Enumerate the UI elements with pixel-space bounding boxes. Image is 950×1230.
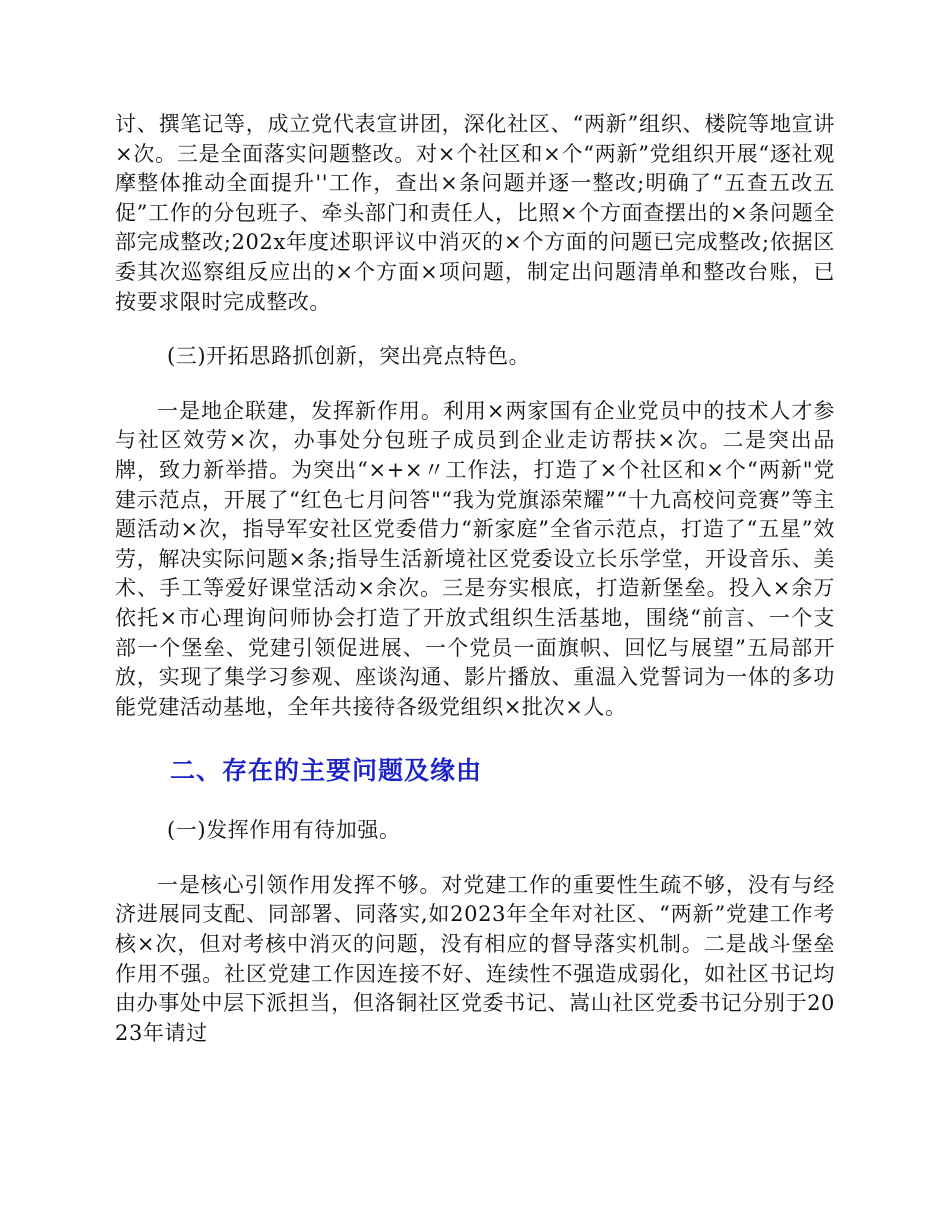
paragraph-innovation-details: 一是地企联建，发挥新作用。利用×两家国有企业党员中的技术人才参与社区效劳×次，办事处分包班子成员到企业走访帮扶×次。二是突出品牌，致力新举措。为突出“×+×〃工作法，打造了×个社区和×个“两新"党建示范点，开展了“红色七月问答"“我为党旗添荣耀”“十九高校问竞赛”等主题活动×次，指导军安社区党委借力“新家庭”全省示范点，打造了“五星”效劳，解决实际问题×条;指导生活新境社区党委设立长乐学堂，开设音乐、美术、手工等爱好课堂活动×余次。三是夯实根底，打造新堡垒。投入×余万依托×市心理询问师协会打造了开放式组织生活基地，围绕“前言、一个支部一个堡垒、党建引领促进展、一个党员一面旗帜、回忆与展望”五局部开放，实现了集学习参观、座谈沟通、影片播放、重温入党誓词为一体的多功能党建活动基地，全年共接待各级党组织×批次×人。 [115, 398, 835, 719]
paragraph-problems-details: 一是核心引领作用发挥不够。对党建工作的重要性生疏不够，没有与经济进展同支配、同部署、同落实,如2023年全年对社区、“两新”党建工作考核×次，但对考核中消灭的问题，没有相应的督导落实机制。二是战斗堡垒作用不强。社区党建工作因连接不好、连续性不强造成弱化，如社区书记均由办事处中层下派担当，但洛铜社区党委书记、嵩山社区党委书记分别于2023年请过 [115, 872, 835, 1045]
document-body [115, 110, 835, 1048]
subheading-innovation: (三)开拓思路抓创新，突出亮点特色。 [167, 344, 531, 369]
subheading-role-strengthen: (一)发挥作用有待加强。 [167, 818, 401, 843]
paragraph-rectification-continuation: 讨、撰笔记等，成立党代表宣讲团，深化社区、“两新”组织、楼院等地宣讲×次。三是全面落实问题整改。对×个社区和×个“两新”党组织开展“逐社观摩整体推动全面提升''工作，查出×条问题并逐一整改;明确了“五查五改五促”工作的分包班子、牵头部门和责任人，比照×个方面查摆出的×条问题全部完成整改;202x年度述职评议中消灭的×个方面的问题已完成整改;依据区委其次巡察组反应出的×个方面×项问题，制定出问题清单和整改台账，已按要求限时完成整改。 [115, 112, 835, 314]
section-heading-main-problems: 二、存在的主要问题及缘由 [170, 756, 483, 786]
